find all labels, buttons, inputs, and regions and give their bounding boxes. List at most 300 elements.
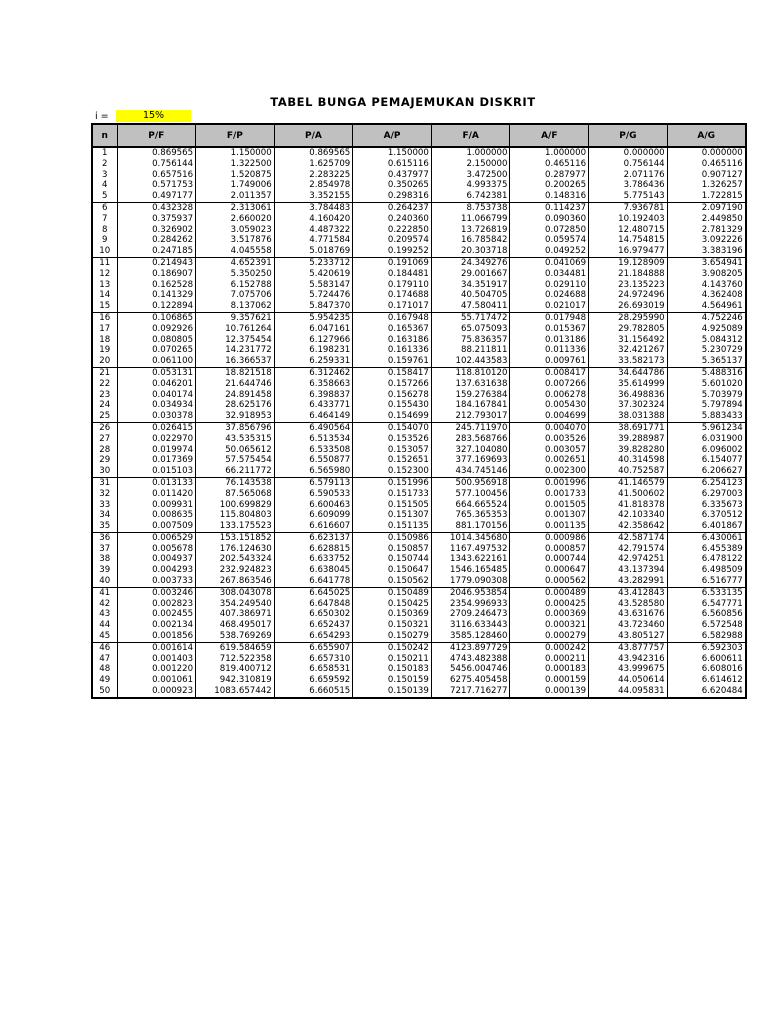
table-row xyxy=(92,455,746,466)
period-cell: 18 xyxy=(92,335,117,346)
factor-cell: 6.600463 xyxy=(274,500,353,511)
factor-cell: 4.925089 xyxy=(667,324,746,335)
factor-cell: 2.313061 xyxy=(196,202,275,213)
table-row xyxy=(92,147,746,159)
factor-cell: 6.513534 xyxy=(274,434,353,445)
table-row xyxy=(92,544,746,555)
factor-cell: 0.003246 xyxy=(117,587,196,598)
factor-cell: 0.756144 xyxy=(117,159,196,170)
factor-cell: 6.335673 xyxy=(667,500,746,511)
factor-cell: 6275.405458 xyxy=(431,675,510,686)
factor-cell: 6.455389 xyxy=(667,544,746,555)
factor-cell: 4.045558 xyxy=(196,246,275,257)
factor-cell: 0.150242 xyxy=(353,642,432,653)
table-row xyxy=(92,587,746,598)
factor-cell: 5.084312 xyxy=(667,335,746,346)
factor-cell: 40.314598 xyxy=(589,455,668,466)
factor-cell: 0.008635 xyxy=(117,510,196,521)
factor-cell: 327.104080 xyxy=(431,445,510,456)
factor-cell: 1.520875 xyxy=(196,170,275,181)
factor-cell: 0.155430 xyxy=(353,400,432,411)
factor-cell: 377.169693 xyxy=(431,455,510,466)
factor-cell: 0.070265 xyxy=(117,345,196,356)
factor-cell: 2.071176 xyxy=(589,170,668,181)
factor-cell: 5.954235 xyxy=(274,312,353,323)
factor-cell: 32.421267 xyxy=(589,345,668,356)
factor-cell: 20.303718 xyxy=(431,246,510,257)
factor-cell: 42.587174 xyxy=(589,532,668,543)
factor-cell: 0.298316 xyxy=(353,191,432,202)
factor-cell: 0.150183 xyxy=(353,664,432,675)
period-cell: 7 xyxy=(92,214,117,225)
factor-cell: 0.106865 xyxy=(117,312,196,323)
factor-cell: 0.159761 xyxy=(353,356,432,367)
interest-rate-value: 15% xyxy=(116,110,191,122)
factor-cell: 0.004699 xyxy=(510,411,589,422)
factor-cell: 0.011420 xyxy=(117,489,196,500)
factor-cell: 0.000562 xyxy=(510,576,589,587)
period-cell: 10 xyxy=(92,246,117,257)
table-row xyxy=(92,554,746,565)
factor-cell: 0.150279 xyxy=(353,631,432,642)
factor-cell: 0.222850 xyxy=(353,225,432,236)
interest-rate-label: i = xyxy=(95,111,109,122)
factor-cell: 0.114237 xyxy=(510,202,589,213)
table-row xyxy=(92,225,746,236)
factor-cell: 5.488316 xyxy=(667,367,746,378)
factor-cell: 6.572548 xyxy=(667,620,746,631)
factor-cell: 37.856796 xyxy=(196,422,275,433)
factor-cell: 0.756144 xyxy=(589,159,668,170)
period-cell: 8 xyxy=(92,225,117,236)
factor-cell: 3.517876 xyxy=(196,235,275,246)
period-cell: 50 xyxy=(92,686,117,698)
factor-cell: 41.818378 xyxy=(589,500,668,511)
period-cell: 4 xyxy=(92,180,117,191)
factor-cell: 4743.482388 xyxy=(431,654,510,665)
factor-cell: 5.883433 xyxy=(667,411,746,422)
factor-cell: 16.979477 xyxy=(589,246,668,257)
factor-cell: 1.722815 xyxy=(667,191,746,202)
factor-cell: 43.137394 xyxy=(589,565,668,576)
factor-cell: 0.024688 xyxy=(510,290,589,301)
factor-cell: 3585.128460 xyxy=(431,631,510,642)
factor-cell: 3116.633443 xyxy=(431,620,510,631)
table-row xyxy=(92,257,746,268)
factor-cell: 14.754815 xyxy=(589,235,668,246)
factor-cell: 0.615116 xyxy=(353,159,432,170)
table-row xyxy=(92,631,746,642)
period-cell: 30 xyxy=(92,466,117,477)
period-cell: 37 xyxy=(92,544,117,555)
factor-cell: 26.693019 xyxy=(589,301,668,312)
factor-cell: 118.810120 xyxy=(431,367,510,378)
factor-cell: 0.053131 xyxy=(117,367,196,378)
factor-cell: 0.059574 xyxy=(510,235,589,246)
factor-cell: 153.151852 xyxy=(196,532,275,543)
factor-cell: 0.154070 xyxy=(353,422,432,433)
factor-cell: 0.000647 xyxy=(510,565,589,576)
factor-cell: 6.433771 xyxy=(274,400,353,411)
factor-cell: 16.785842 xyxy=(431,235,510,246)
factor-cell: 0.072850 xyxy=(510,225,589,236)
factor-cell: 40.504705 xyxy=(431,290,510,301)
factor-cell: 0.465116 xyxy=(510,159,589,170)
factor-cell: 6.031900 xyxy=(667,434,746,445)
factor-cell: 0.001403 xyxy=(117,654,196,665)
factor-cell: 468.495017 xyxy=(196,620,275,631)
factor-cell: 0.186907 xyxy=(117,269,196,280)
table-row xyxy=(92,379,746,390)
factor-cell: 6.620484 xyxy=(667,686,746,698)
factor-cell: 0.003526 xyxy=(510,434,589,445)
table-row xyxy=(92,367,746,378)
factor-cell: 0.657516 xyxy=(117,170,196,181)
factor-cell: 75.836357 xyxy=(431,335,510,346)
factor-cell: 1.322500 xyxy=(196,159,275,170)
factor-cell: 3.092226 xyxy=(667,235,746,246)
factor-cell: 57.575454 xyxy=(196,455,275,466)
factor-cell: 6.430061 xyxy=(667,532,746,543)
factor-cell: 0.001614 xyxy=(117,642,196,653)
period-cell: 19 xyxy=(92,345,117,356)
table-header xyxy=(92,124,746,147)
factor-cell: 6.498509 xyxy=(667,565,746,576)
factor-cell: 14.231772 xyxy=(196,345,275,356)
factor-cell: 6.652437 xyxy=(274,620,353,631)
factor-cell: 1.326257 xyxy=(667,180,746,191)
factor-cell: 40.752587 xyxy=(589,466,668,477)
factor-cell: 1083.657442 xyxy=(196,686,275,698)
factor-cell: 0.151733 xyxy=(353,489,432,500)
factor-cell: 5.847370 xyxy=(274,301,353,312)
factor-cell: 6.609099 xyxy=(274,510,353,521)
factor-cell: 0.465116 xyxy=(667,159,746,170)
factor-cell: 42.974251 xyxy=(589,554,668,565)
table-row xyxy=(92,214,746,225)
factor-cell: 0.869565 xyxy=(117,147,196,159)
factor-cell: 2.097190 xyxy=(667,202,746,213)
factor-cell: 6.550877 xyxy=(274,455,353,466)
column-header-f-a: F/A xyxy=(431,124,510,147)
factor-cell: 41.146579 xyxy=(589,477,668,488)
factor-cell: 13.726819 xyxy=(431,225,510,236)
factor-cell: 0.001220 xyxy=(117,664,196,675)
table-row xyxy=(92,620,746,631)
factor-cell: 11.066799 xyxy=(431,214,510,225)
period-cell: 3 xyxy=(92,170,117,181)
factor-cell: 0.247185 xyxy=(117,246,196,257)
factor-cell: 35.614999 xyxy=(589,379,668,390)
period-cell: 33 xyxy=(92,500,117,511)
factor-cell: 38.031388 xyxy=(589,411,668,422)
table-row xyxy=(92,356,746,367)
factor-cell: 19.128909 xyxy=(589,257,668,268)
factor-cell: 0.122894 xyxy=(117,301,196,312)
period-cell: 15 xyxy=(92,301,117,312)
table-row xyxy=(92,246,746,257)
factor-cell: 28.295990 xyxy=(589,312,668,323)
factor-cell: 3.352155 xyxy=(274,191,353,202)
factor-cell: 6.600611 xyxy=(667,654,746,665)
factor-cell: 0.191069 xyxy=(353,257,432,268)
factor-cell: 4.652391 xyxy=(196,257,275,268)
period-cell: 6 xyxy=(92,202,117,213)
factor-cell: 765.365353 xyxy=(431,510,510,521)
factor-cell: 0.007266 xyxy=(510,379,589,390)
factor-cell: 6.654293 xyxy=(274,631,353,642)
factor-cell: 1546.165485 xyxy=(431,565,510,576)
factor-cell: 18.821518 xyxy=(196,367,275,378)
factor-cell: 6.645025 xyxy=(274,587,353,598)
factor-cell: 0.000857 xyxy=(510,544,589,555)
factor-cell: 0.151307 xyxy=(353,510,432,521)
factor-cell: 0.150425 xyxy=(353,599,432,610)
factor-cell: 0.350265 xyxy=(353,180,432,191)
factor-cell: 0.150647 xyxy=(353,565,432,576)
factor-cell: 6.660515 xyxy=(274,686,353,698)
factor-cell: 3.784483 xyxy=(274,202,353,213)
factor-cell: 5.350250 xyxy=(196,269,275,280)
factor-cell: 6.590533 xyxy=(274,489,353,500)
factor-cell: 4123.897729 xyxy=(431,642,510,653)
period-cell: 29 xyxy=(92,455,117,466)
column-header-n: n xyxy=(92,124,117,147)
factor-cell: 0.034481 xyxy=(510,269,589,280)
period-cell: 45 xyxy=(92,631,117,642)
factor-cell: 10.761264 xyxy=(196,324,275,335)
period-cell: 23 xyxy=(92,390,117,401)
factor-cell: 5.583147 xyxy=(274,280,353,291)
factor-cell: 6.638045 xyxy=(274,565,353,576)
factor-cell: 0.200265 xyxy=(510,180,589,191)
factor-cell: 7.075706 xyxy=(196,290,275,301)
period-cell: 44 xyxy=(92,620,117,631)
factor-cell: 6.650302 xyxy=(274,609,353,620)
factor-cell: 0.000279 xyxy=(510,631,589,642)
compound-interest-table xyxy=(91,123,747,699)
factor-cell: 267.863546 xyxy=(196,576,275,587)
period-cell: 11 xyxy=(92,257,117,268)
factor-cell: 0.432328 xyxy=(117,202,196,213)
factor-cell: 34.351917 xyxy=(431,280,510,291)
factor-cell: 0.026415 xyxy=(117,422,196,433)
factor-cell: 0.163186 xyxy=(353,335,432,346)
factor-cell: 12.375454 xyxy=(196,335,275,346)
factor-cell: 538.769269 xyxy=(196,631,275,642)
factor-cell: 4.771584 xyxy=(274,235,353,246)
factor-cell: 0.002823 xyxy=(117,599,196,610)
factor-cell: 0.167948 xyxy=(353,312,432,323)
factor-cell: 0.001996 xyxy=(510,477,589,488)
factor-cell: 0.171017 xyxy=(353,301,432,312)
table-row xyxy=(92,609,746,620)
factor-cell: 0.005678 xyxy=(117,544,196,555)
factor-cell: 0.158417 xyxy=(353,367,432,378)
factor-cell: 6.547771 xyxy=(667,599,746,610)
table-row xyxy=(92,312,746,323)
factor-cell: 8.753738 xyxy=(431,202,510,213)
factor-cell: 7.936781 xyxy=(589,202,668,213)
factor-cell: 0.151996 xyxy=(353,477,432,488)
factor-cell: 881.170156 xyxy=(431,521,510,532)
factor-cell: 0.162528 xyxy=(117,280,196,291)
factor-cell: 6.742381 xyxy=(431,191,510,202)
period-cell: 47 xyxy=(92,654,117,665)
factor-cell: 42.103340 xyxy=(589,510,668,521)
table-row xyxy=(92,532,746,543)
factor-cell: 6.370512 xyxy=(667,510,746,521)
factor-cell: 43.805127 xyxy=(589,631,668,642)
factor-cell: 0.150159 xyxy=(353,675,432,686)
column-header-a-g: A/G xyxy=(667,124,746,147)
factor-cell: 88.211811 xyxy=(431,345,510,356)
factor-cell: 0.000923 xyxy=(117,686,196,698)
column-header-p-g: P/G xyxy=(589,124,668,147)
factor-cell: 942.310819 xyxy=(196,675,275,686)
factor-cell: 0.154699 xyxy=(353,411,432,422)
factor-cell: 0.150139 xyxy=(353,686,432,698)
factor-cell: 39.828280 xyxy=(589,445,668,456)
factor-cell: 0.004937 xyxy=(117,554,196,565)
factor-cell: 2.660020 xyxy=(196,214,275,225)
factor-cell: 0.156278 xyxy=(353,390,432,401)
table-row xyxy=(92,664,746,675)
factor-cell: 0.000000 xyxy=(589,147,668,159)
table-row xyxy=(92,390,746,401)
factor-cell: 5.365137 xyxy=(667,356,746,367)
table-row xyxy=(92,599,746,610)
factor-cell: 1779.090308 xyxy=(431,576,510,587)
period-cell: 9 xyxy=(92,235,117,246)
period-cell: 24 xyxy=(92,400,117,411)
table-row xyxy=(92,576,746,587)
factor-cell: 577.100456 xyxy=(431,489,510,500)
table-row xyxy=(92,202,746,213)
factor-cell: 0.000139 xyxy=(510,686,589,698)
factor-cell: 0.006529 xyxy=(117,532,196,543)
table-row xyxy=(92,235,746,246)
factor-cell: 24.972496 xyxy=(589,290,668,301)
factor-cell: 6.401867 xyxy=(667,521,746,532)
period-cell: 43 xyxy=(92,609,117,620)
factor-cell: 6.490564 xyxy=(274,422,353,433)
factor-cell: 0.284262 xyxy=(117,235,196,246)
factor-cell: 47.580411 xyxy=(431,301,510,312)
factor-cell: 34.644786 xyxy=(589,367,668,378)
factor-cell: 16.366537 xyxy=(196,356,275,367)
factor-cell: 42.791574 xyxy=(589,544,668,555)
factor-cell: 0.005430 xyxy=(510,400,589,411)
factor-cell: 43.282991 xyxy=(589,576,668,587)
factor-cell: 500.956918 xyxy=(431,477,510,488)
table-row xyxy=(92,654,746,665)
factor-cell: 0.049252 xyxy=(510,246,589,257)
factor-cell: 137.631638 xyxy=(431,379,510,390)
table-row xyxy=(92,324,746,335)
factor-cell: 1167.497532 xyxy=(431,544,510,555)
period-cell: 28 xyxy=(92,445,117,456)
period-cell: 48 xyxy=(92,664,117,675)
factor-cell: 0.150857 xyxy=(353,544,432,555)
factor-cell: 6.127966 xyxy=(274,335,353,346)
factor-cell: 5.775143 xyxy=(589,191,668,202)
table-row xyxy=(92,477,746,488)
factor-cell: 42.358642 xyxy=(589,521,668,532)
period-cell: 46 xyxy=(92,642,117,653)
factor-cell: 8.137062 xyxy=(196,301,275,312)
factor-cell: 36.498836 xyxy=(589,390,668,401)
factor-cell: 6.254123 xyxy=(667,477,746,488)
factor-cell: 0.007509 xyxy=(117,521,196,532)
factor-cell: 0.029110 xyxy=(510,280,589,291)
factor-cell: 0.326902 xyxy=(117,225,196,236)
factor-cell: 2.283225 xyxy=(274,170,353,181)
period-cell: 1 xyxy=(92,147,117,159)
factor-cell: 0.150211 xyxy=(353,654,432,665)
factor-cell: 0.003733 xyxy=(117,576,196,587)
factor-cell: 283.568766 xyxy=(431,434,510,445)
factor-cell: 159.276384 xyxy=(431,390,510,401)
column-header-p-a: P/A xyxy=(274,124,353,147)
factor-cell: 4.487322 xyxy=(274,225,353,236)
factor-cell: 0.184481 xyxy=(353,269,432,280)
column-header-a-p: A/P xyxy=(353,124,432,147)
table-body xyxy=(92,147,746,698)
factor-cell: 3.908205 xyxy=(667,269,746,280)
factor-cell: 0.000369 xyxy=(510,609,589,620)
period-cell: 38 xyxy=(92,554,117,565)
factor-cell: 5.797894 xyxy=(667,400,746,411)
factor-cell: 2046.953854 xyxy=(431,587,510,598)
factor-cell: 0.001061 xyxy=(117,675,196,686)
factor-cell: 5.233712 xyxy=(274,257,353,268)
factor-cell: 0.017369 xyxy=(117,455,196,466)
factor-cell: 1.150000 xyxy=(353,147,432,159)
table-row xyxy=(92,422,746,433)
factor-cell: 0.000425 xyxy=(510,599,589,610)
factor-cell: 819.400712 xyxy=(196,664,275,675)
factor-cell: 0.153526 xyxy=(353,434,432,445)
factor-cell: 0.141329 xyxy=(117,290,196,301)
factor-cell: 24.891458 xyxy=(196,390,275,401)
factor-cell: 1.749006 xyxy=(196,180,275,191)
factor-cell: 43.723460 xyxy=(589,620,668,631)
factor-cell: 28.625176 xyxy=(196,400,275,411)
factor-cell: 6.655907 xyxy=(274,642,353,653)
factor-cell: 6.358663 xyxy=(274,379,353,390)
factor-cell: 0.000000 xyxy=(667,147,746,159)
factor-cell: 0.001307 xyxy=(510,510,589,521)
factor-cell: 0.179110 xyxy=(353,280,432,291)
factor-cell: 6.516777 xyxy=(667,576,746,587)
factor-cell: 6.659592 xyxy=(274,675,353,686)
period-cell: 16 xyxy=(92,312,117,323)
period-cell: 5 xyxy=(92,191,117,202)
factor-cell: 0.000211 xyxy=(510,654,589,665)
factor-cell: 2709.246473 xyxy=(431,609,510,620)
period-cell: 42 xyxy=(92,599,117,610)
factor-cell: 0.009931 xyxy=(117,500,196,511)
factor-cell: 0.150321 xyxy=(353,620,432,631)
factor-cell: 21.184888 xyxy=(589,269,668,280)
factor-cell: 3.059023 xyxy=(196,225,275,236)
factor-cell: 6.259331 xyxy=(274,356,353,367)
factor-cell: 0.214943 xyxy=(117,257,196,268)
period-cell: 14 xyxy=(92,290,117,301)
factor-cell: 9.357621 xyxy=(196,312,275,323)
factor-cell: 6.623137 xyxy=(274,532,353,543)
